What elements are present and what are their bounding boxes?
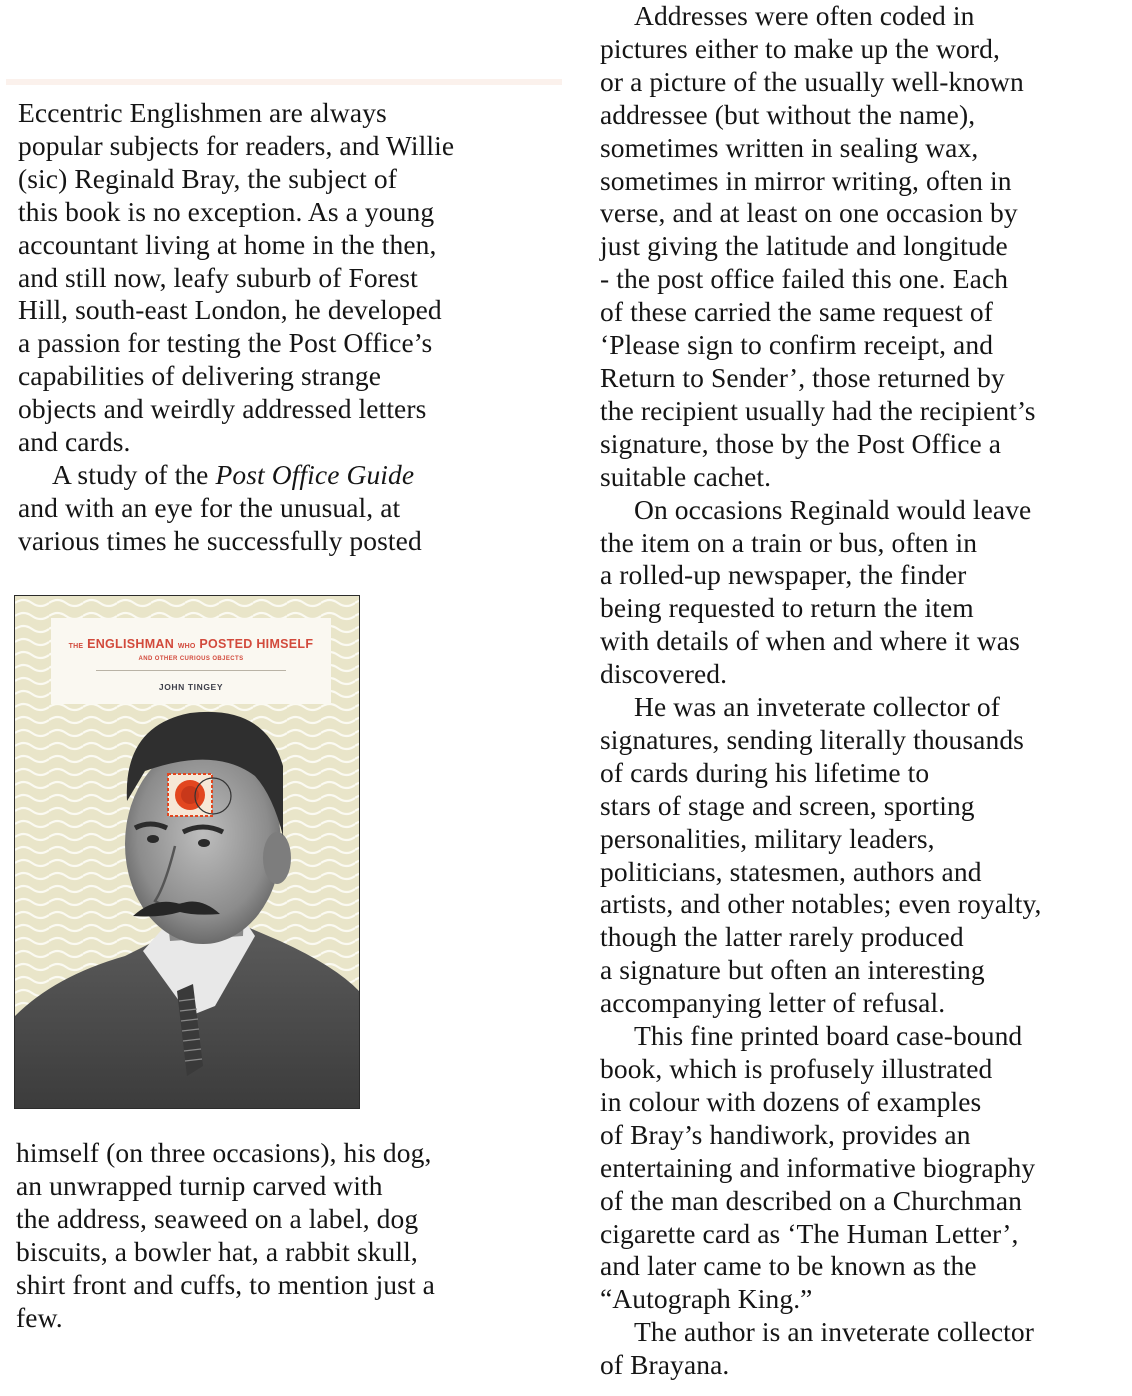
text-line: the recipient usually had the recipient’s [600, 394, 1036, 426]
text-line: On occasions Reginald would leave [634, 493, 1032, 525]
portrait-photo [15, 596, 359, 1108]
text-line: popular subjects for readers, and Willie [18, 129, 455, 161]
cover-title-part2: POSTED HIMSELF [199, 637, 314, 651]
text-line: an unwrapped turnip carved with [16, 1169, 383, 1201]
text-line: though the latter rarely produced [600, 921, 964, 953]
text-line: or a picture of the usually well-known [600, 65, 1024, 97]
text-line: stars of stage and screen, sporting [600, 789, 975, 821]
text-line: being requested to return the item [600, 592, 974, 624]
text-line: book, which is profusely illustrated [600, 1053, 993, 1084]
text-line: sometimes written in sealing wax, [600, 131, 979, 163]
text-line: Eccentric Englishmen are always [18, 97, 387, 128]
text-line: accompanying letter of refusal. [600, 987, 946, 1019]
text-line: Return to Sender’, those returned by [600, 361, 1005, 393]
top-divider-rule [6, 79, 562, 85]
text-line: and still now, leafy suburb of Forest [18, 261, 418, 293]
left-column-continued-text [16, 1137, 435, 1334]
text-line: pictures either to make up the word, [600, 32, 1000, 64]
text-line: signature, those by the Post Office a [600, 427, 1002, 459]
text-line: discovered. [600, 658, 728, 690]
text-line: accountant living at home in the then, [18, 228, 437, 260]
text-line: signatures, sending literally thousands [600, 723, 1024, 755]
book-title-italic: Post Office Guide [215, 458, 415, 490]
text-line: and later came to be known as the [600, 1250, 977, 1282]
text-line: biscuits, a bowler hat, a rabbit skull, [16, 1235, 418, 1267]
text-fragment: A study of the [52, 458, 216, 490]
cover-title-part1: ENGLISHMAN [87, 637, 175, 651]
text-line: various times he successfully posted [18, 524, 422, 556]
text-line: suitable cachet. [600, 460, 772, 492]
text-line: the address, seaweed on a label, dog [16, 1202, 419, 1234]
text-line-post-office-guide [18, 459, 454, 492]
text-line: artists, and other notables; even royalty, [600, 888, 1042, 920]
text-line: this book is no exception. As a young [18, 195, 435, 227]
text-line: himself (on three occasions), his dog, [16, 1137, 432, 1168]
text-line: and with an eye for the unusual, at [18, 491, 401, 523]
text-line: of Brayana. [600, 1349, 730, 1381]
text-line: a signature but often an interesting [600, 954, 985, 986]
cover-title-prefix: THE [68, 643, 84, 650]
text-line: The author is an inveterate collector [634, 1316, 1034, 1348]
text-line: of the man described on a Churchman [600, 1184, 1022, 1216]
text-line: - the post office failed this one. Each [600, 263, 1009, 295]
text-line: personalities, military leaders, [600, 822, 935, 854]
cover-subtitle: AND OTHER CURIOUS OBJECTS [138, 656, 244, 662]
text-line: with details of when and where it was [600, 625, 1020, 657]
text-line: a rolled-up newspaper, the finder [600, 559, 967, 591]
text-line: of Bray’s handiwork, provides an [600, 1118, 971, 1150]
text-line: few. [16, 1301, 63, 1333]
text-line: of cards during his lifetime to [600, 756, 930, 788]
text-line: capabilities of delivering strange [18, 360, 382, 392]
text-line: of these carried the same request of [600, 296, 994, 328]
text-line: shirt front and cuffs, to mention just a [16, 1268, 435, 1300]
text-line: ‘Please sign to confirm receipt, and [600, 329, 994, 361]
text-line: objects and weirdly addressed letters [18, 393, 427, 425]
cover-author: JOHN TINGEY [158, 682, 224, 692]
text-line: (sic) Reginald Bray, the subject of [18, 162, 397, 194]
text-line: verse, and at least on one occasion by [600, 197, 1018, 229]
left-column-text [18, 97, 454, 558]
text-line: sometimes in mirror writing, often in [600, 164, 1012, 196]
text-line: just giving the latitude and longitude [600, 230, 1008, 262]
right-column-text [600, 0, 1042, 1382]
text-line: the item on a train or bus, often in [600, 526, 978, 558]
text-line: and cards. [18, 426, 131, 458]
text-line: “Autograph King.” [600, 1283, 813, 1315]
text-line: addressee (but without the name), [600, 98, 976, 130]
text-line: Addresses were often coded in [634, 0, 975, 31]
text-line: cigarette card as ‘The Human Letter’, [600, 1217, 1019, 1249]
text-line: He was an inveterate collector of [634, 691, 1000, 723]
text-line: Hill, south-east London, he developed [18, 294, 442, 326]
book-cover-image [14, 595, 360, 1109]
text-line: in colour with dozens of examples [600, 1085, 982, 1117]
text-line: a passion for testing the Post Office’s [18, 327, 433, 359]
text-line: This fine printed board case-bound [634, 1020, 1023, 1052]
text-line: politicians, statesmen, authors and [600, 855, 982, 887]
text-line: entertaining and informative biography [600, 1151, 1036, 1183]
cover-title-mid: WHO [177, 643, 196, 650]
